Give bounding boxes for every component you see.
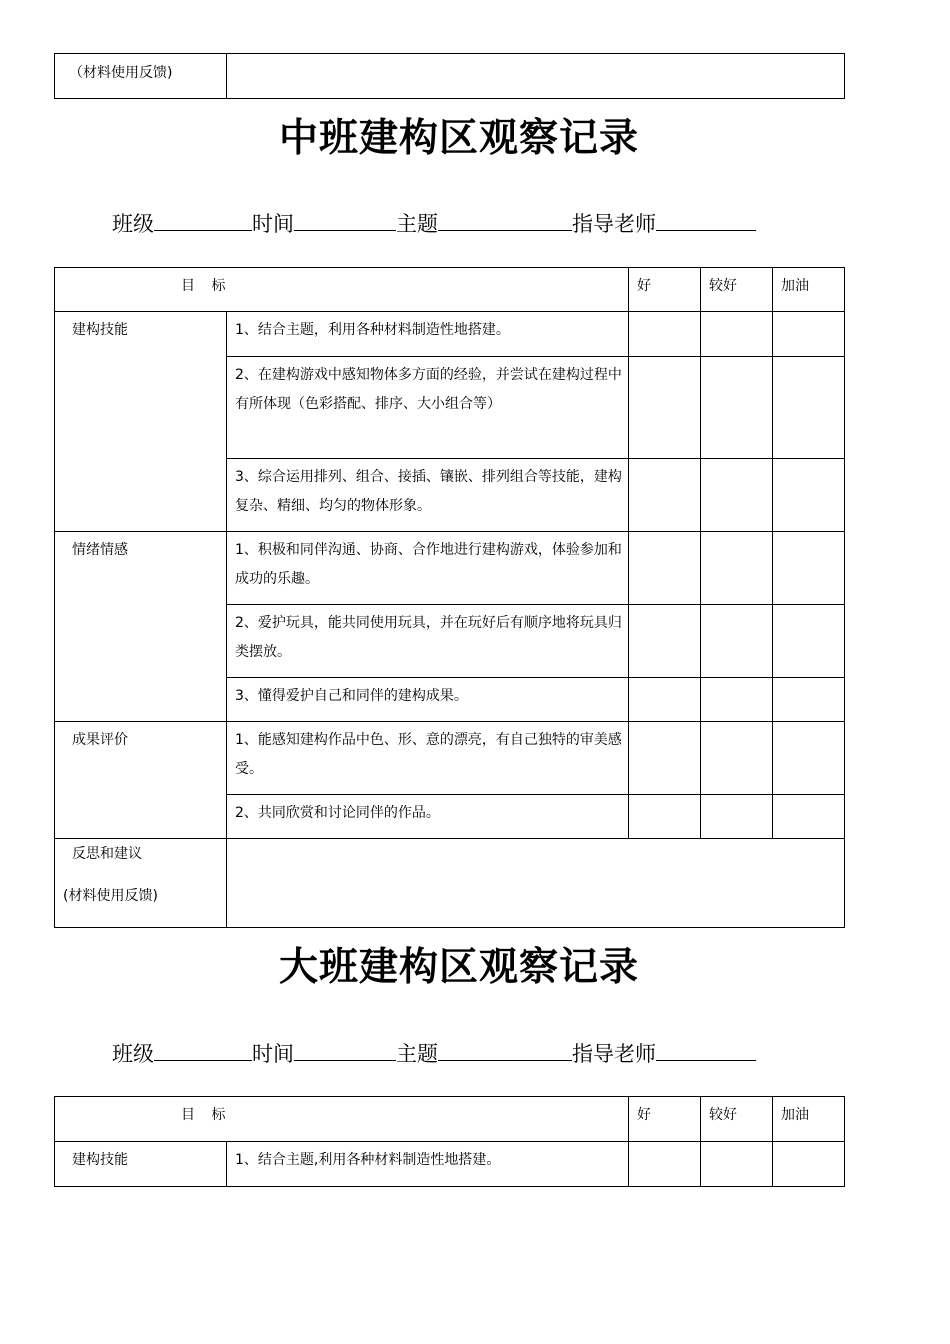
rating-cell — [773, 605, 845, 678]
info-line-senior — [112, 1038, 756, 1069]
rating-cell — [629, 1142, 701, 1187]
time-label: 时间 — [252, 212, 294, 236]
rating-cell — [701, 312, 773, 357]
header-good: 好 — [629, 1097, 701, 1142]
goal-item: 1、能感知建构作品中色、形、意的漂亮，有自己独特的审美感受。 — [227, 722, 629, 795]
rating-cell — [773, 532, 845, 605]
reflection-content — [227, 839, 845, 928]
rating-cell — [629, 678, 701, 722]
rating-cell — [773, 795, 845, 839]
goal-item: 1、积极和同伴沟通、协商、合作地进行建构游戏，体验参加和成功的乐趣。 — [227, 532, 629, 605]
class-label: 班级 — [112, 1042, 154, 1066]
rating-cell — [629, 532, 701, 605]
rating-cell — [629, 605, 701, 678]
page-title-senior: 大班建构区观察记录 — [278, 945, 639, 990]
theme-blank — [438, 1038, 572, 1061]
reflection-note: (材料使用反馈) — [63, 888, 158, 904]
goal-item: 3、综合运用排列、组合、接插、镶嵌、排列组合等技能，建构复杂、精细、均匀的物体形象。 — [227, 459, 629, 532]
header-goal: 目 标 — [55, 1097, 629, 1142]
category-cell: 建构技能 — [55, 312, 227, 532]
rating-cell — [701, 605, 773, 678]
time-label: 时间 — [252, 1042, 294, 1066]
class-label: 班级 — [112, 212, 154, 236]
class-blank — [154, 208, 252, 231]
header-fairly-good: 较好 — [701, 1097, 773, 1142]
feedback-cell — [227, 54, 845, 99]
time-blank — [294, 208, 396, 231]
category-cell: 建构技能 — [55, 1142, 227, 1187]
teacher-label: 指导老师 — [572, 1042, 656, 1066]
rating-cell — [629, 795, 701, 839]
teacher-blank — [656, 1038, 756, 1061]
table-row — [55, 722, 845, 795]
rating-cell — [701, 357, 773, 459]
category-cell: 成果评价 — [55, 722, 227, 839]
time-blank — [294, 1038, 396, 1061]
theme-blank — [438, 208, 572, 231]
rating-cell — [701, 678, 773, 722]
rating-cell — [629, 459, 701, 532]
rating-cell — [701, 722, 773, 795]
goal-item: 1、结合主题，利用各种材料制造性地搭建。 — [227, 312, 629, 357]
header-fairly-good: 较好 — [701, 268, 773, 312]
rating-cell — [773, 722, 845, 795]
goal-item: 2、在建构游戏中感知物体多方面的经验，并尝试在建构过程中有所体现（色彩搭配、排序、大小组合等） — [227, 357, 629, 459]
theme-label: 主题 — [396, 212, 438, 236]
class-blank — [154, 1038, 252, 1061]
table-header — [55, 1097, 845, 1142]
table-row — [55, 312, 845, 357]
rating-cell — [773, 357, 845, 459]
rating-cell — [773, 459, 845, 532]
rating-cell — [629, 357, 701, 459]
feedback-note: （材料使用反馈) — [55, 54, 227, 99]
table-header — [55, 268, 845, 312]
rating-cell — [629, 312, 701, 357]
rating-cell — [701, 1142, 773, 1187]
header-keep-going: 加油 — [773, 268, 845, 312]
goal-item: 2、共同欣赏和讨论同伴的作品。 — [227, 795, 629, 839]
top-fragment-table — [54, 53, 845, 99]
header-keep-going: 加油 — [773, 1097, 845, 1142]
observation-table-senior — [54, 1096, 845, 1187]
rating-cell — [773, 678, 845, 722]
header-good: 好 — [629, 268, 701, 312]
goal-item: 3、懂得爱护自己和同伴的建构成果。 — [227, 678, 629, 722]
teacher-label: 指导老师 — [572, 212, 656, 236]
page-title-middle: 中班建构区观察记录 — [278, 116, 639, 161]
rating-cell — [701, 795, 773, 839]
goal-item: 1、结合主题,利用各种材料制造性地搭建。 — [227, 1142, 629, 1187]
teacher-blank — [656, 208, 756, 231]
observation-table-middle — [54, 267, 845, 928]
table-row — [55, 532, 845, 605]
theme-label: 主题 — [396, 1042, 438, 1066]
reflection-label: 反思和建议 — [72, 846, 142, 862]
rating-cell — [701, 459, 773, 532]
reflection-label-cell — [55, 839, 227, 928]
info-line-middle — [112, 208, 756, 239]
rating-cell — [773, 1142, 845, 1187]
goal-item: 2、爱护玩具，能共同使用玩具，并在玩好后有顺序地将玩具归类摆放。 — [227, 605, 629, 678]
header-goal: 目 标 — [55, 268, 629, 312]
table-row — [55, 1142, 845, 1187]
rating-cell — [701, 532, 773, 605]
reflection-row — [55, 839, 845, 928]
category-cell: 情绪情感 — [55, 532, 227, 722]
rating-cell — [773, 312, 845, 357]
rating-cell — [629, 722, 701, 795]
